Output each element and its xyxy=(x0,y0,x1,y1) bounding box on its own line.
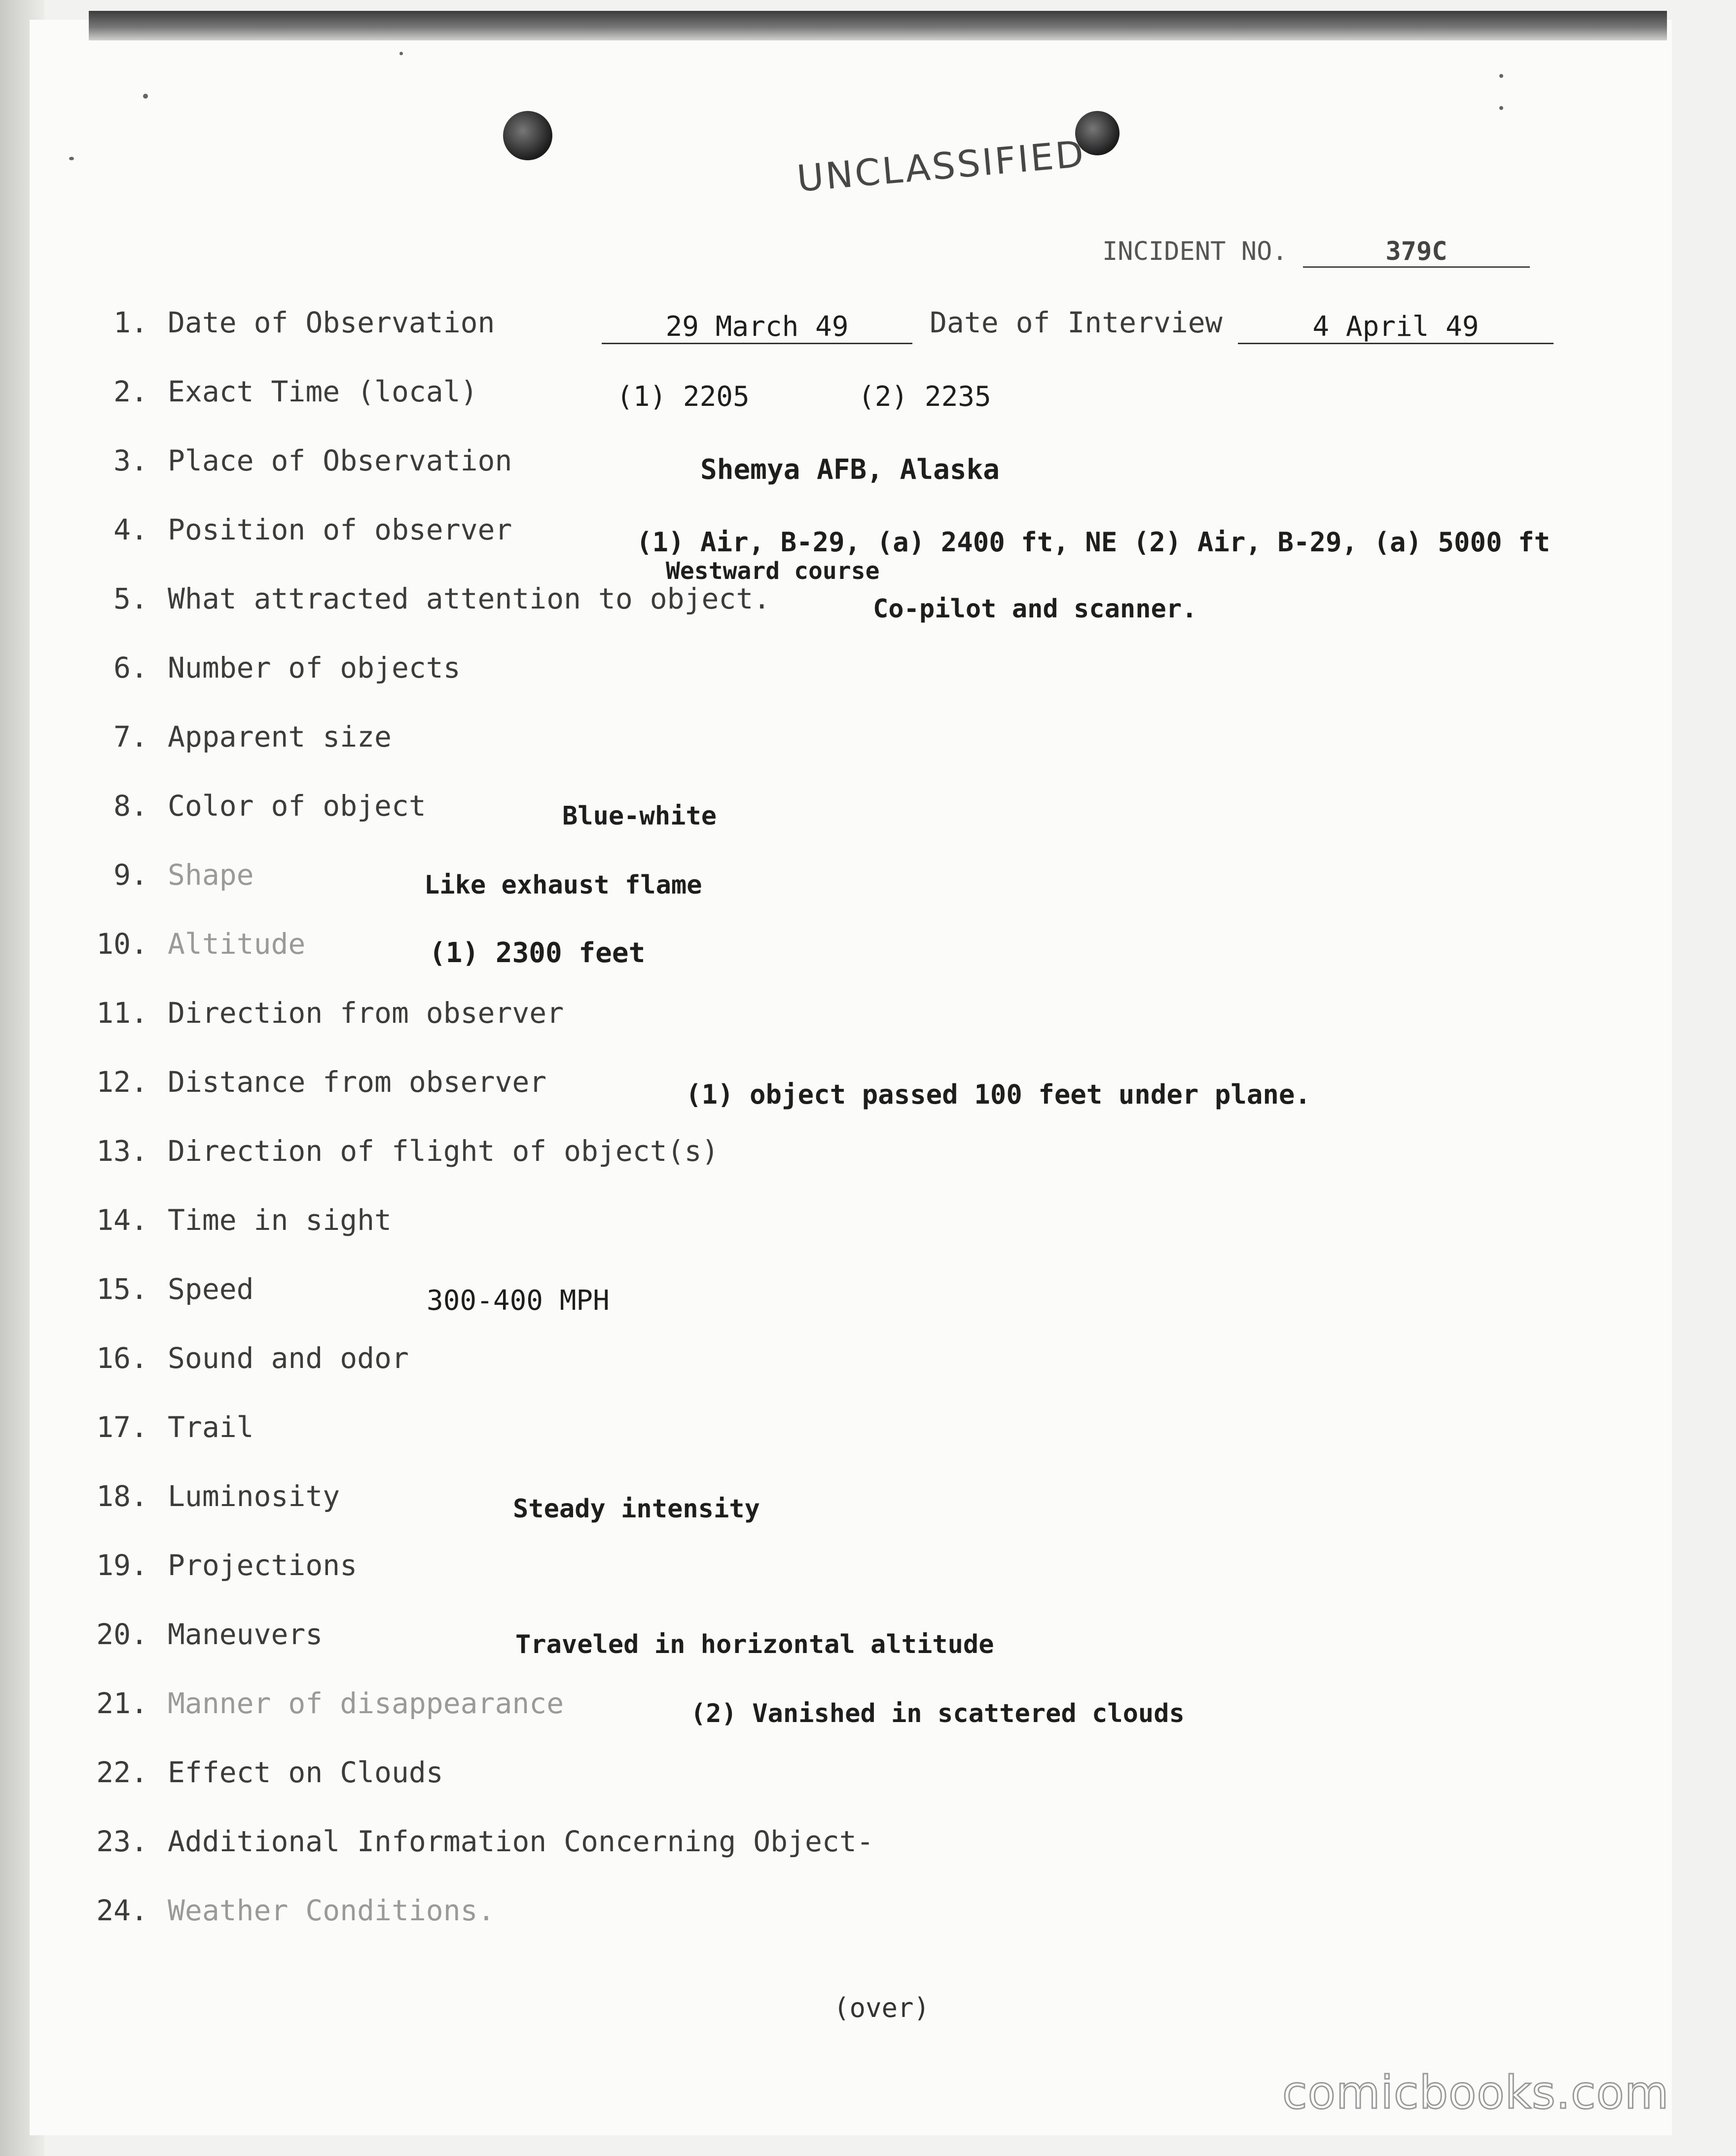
watermark: comicbooks.com xyxy=(1282,2066,1669,2119)
scan-top-edge xyxy=(89,11,1667,40)
incident-number xyxy=(1102,237,1530,268)
field-label: Maneuvers xyxy=(168,1617,323,1651)
luminosity-value: Steady intensity xyxy=(513,1494,760,1524)
field-row-3 xyxy=(113,444,512,477)
field-number: 13. xyxy=(96,1134,148,1168)
field-label: Color of object xyxy=(168,789,426,823)
field-number: 15. xyxy=(96,1272,148,1306)
field-label: Speed xyxy=(168,1272,254,1306)
field-row-17 xyxy=(96,1410,254,1444)
field-number: 7. xyxy=(113,720,148,754)
field-row-9 xyxy=(113,858,254,892)
field-row-2 xyxy=(113,375,478,408)
speck xyxy=(1499,74,1503,78)
field-row-7 xyxy=(113,720,392,754)
field-row-10 xyxy=(96,927,306,961)
field-label: Weather Conditions. xyxy=(168,1894,495,1927)
field-row-24 xyxy=(96,1894,495,1927)
field-number: 19. xyxy=(96,1548,148,1582)
exact-time-value-2: (2) 2235 xyxy=(858,381,991,413)
field-label: Direction of flight of object(s) xyxy=(168,1134,719,1168)
field-number: 9. xyxy=(113,858,148,892)
field-number: 18. xyxy=(96,1479,148,1513)
speck xyxy=(1499,106,1503,110)
field-row-14 xyxy=(96,1203,392,1237)
field-number: 22. xyxy=(96,1756,148,1789)
field-row-8 xyxy=(113,789,426,823)
field-label: Projections xyxy=(168,1548,358,1582)
field-label: Manner of disappearance xyxy=(168,1687,564,1720)
field-label: Shape xyxy=(168,858,254,892)
speed-value: 300-400 MPH xyxy=(427,1285,610,1317)
field-row-22 xyxy=(96,1756,443,1789)
field-label: Time in sight xyxy=(168,1203,392,1237)
field-row-21 xyxy=(96,1687,564,1720)
field-row-12 xyxy=(96,1065,547,1099)
field-label: Direction from observer xyxy=(168,996,564,1030)
field-row-20 xyxy=(96,1617,323,1651)
field-number: 2. xyxy=(113,375,148,408)
field-number: 12. xyxy=(96,1065,148,1099)
field-row-18 xyxy=(96,1479,340,1513)
field-row-1 xyxy=(113,306,495,339)
over-note: (over) xyxy=(833,1992,930,2023)
field-row-4 xyxy=(113,513,512,546)
field-number: 20. xyxy=(96,1617,148,1651)
field-label: Trail xyxy=(168,1410,254,1444)
field-label: Position of observer xyxy=(168,513,512,546)
field-row-6 xyxy=(113,651,461,684)
field-label: Additional Information Concerning Object- xyxy=(168,1825,874,1858)
field-label: Distance from observer xyxy=(168,1065,547,1099)
field-label: Place of Observation xyxy=(168,444,512,477)
classification-stamp: UNCLASSIFIED xyxy=(795,133,1087,200)
incident-value: 379C xyxy=(1303,237,1530,268)
field-row-16 xyxy=(96,1341,409,1375)
speck xyxy=(399,52,403,55)
field-number: 6. xyxy=(113,651,148,684)
field-number: 8. xyxy=(113,789,148,823)
field-number: 1. xyxy=(113,306,148,339)
field-number: 10. xyxy=(96,927,148,961)
field-row-23 xyxy=(96,1825,874,1858)
distance-value: (1) object passed 100 feet under plane. xyxy=(686,1079,1311,1110)
exact-time-value-1: (1) 2205 xyxy=(616,381,750,413)
incident-label: INCIDENT NO. xyxy=(1102,237,1288,266)
maneuvers-value: Traveled in horizontal altitude xyxy=(515,1630,994,1659)
field-number: 23. xyxy=(96,1825,148,1858)
field-number: 16. xyxy=(96,1341,148,1375)
position-of-observer-course: Westward course xyxy=(666,557,880,585)
punch-hole-left xyxy=(503,111,552,160)
field-label: What attracted attention to object. xyxy=(168,582,771,615)
field-label: Date of Observation xyxy=(168,306,495,339)
field-number: 11. xyxy=(96,996,148,1030)
field-number: 24. xyxy=(96,1894,148,1927)
field-label: Exact Time (local) xyxy=(168,375,478,408)
field-row-15 xyxy=(96,1272,254,1306)
altitude-value: (1) 2300 feet xyxy=(429,937,646,969)
date-of-interview-value: 4 April 49 xyxy=(1238,311,1554,344)
date-of-interview-label: Date of Interview xyxy=(930,306,1223,339)
date-of-observation-value: 29 March 49 xyxy=(602,311,912,344)
field-number: 3. xyxy=(113,444,148,477)
field-label: Luminosity xyxy=(168,1479,340,1513)
field-row-5 xyxy=(113,582,771,615)
field-number: 21. xyxy=(96,1687,148,1720)
speck xyxy=(69,157,74,160)
color-value: Blue-white xyxy=(562,801,717,831)
attention-value: Co-pilot and scanner. xyxy=(873,594,1197,624)
field-label: Effect on Clouds xyxy=(168,1756,443,1789)
speck xyxy=(143,94,148,99)
field-number: 17. xyxy=(96,1410,148,1444)
shape-value: Like exhaust flame xyxy=(424,870,702,900)
position-of-observer-value: (1) Air, B-29, (a) 2400 ft, NE (2) Air, B-29, (a) 5000 ft xyxy=(636,527,1551,558)
field-label: Altitude xyxy=(168,927,306,961)
field-row-11 xyxy=(96,996,564,1030)
field-row-13 xyxy=(96,1134,719,1168)
field-number: 14. xyxy=(96,1203,148,1237)
field-number: 4. xyxy=(113,513,148,546)
place-of-observation-value: Shemya AFB, Alaska xyxy=(700,454,1000,486)
field-label: Sound and odor xyxy=(168,1341,409,1375)
disappearance-value: (2) Vanished in scattered clouds xyxy=(690,1699,1185,1728)
field-label: Number of objects xyxy=(168,651,461,684)
field-row-19 xyxy=(96,1548,358,1582)
field-label: Apparent size xyxy=(168,720,392,754)
field-number: 5. xyxy=(113,582,148,615)
